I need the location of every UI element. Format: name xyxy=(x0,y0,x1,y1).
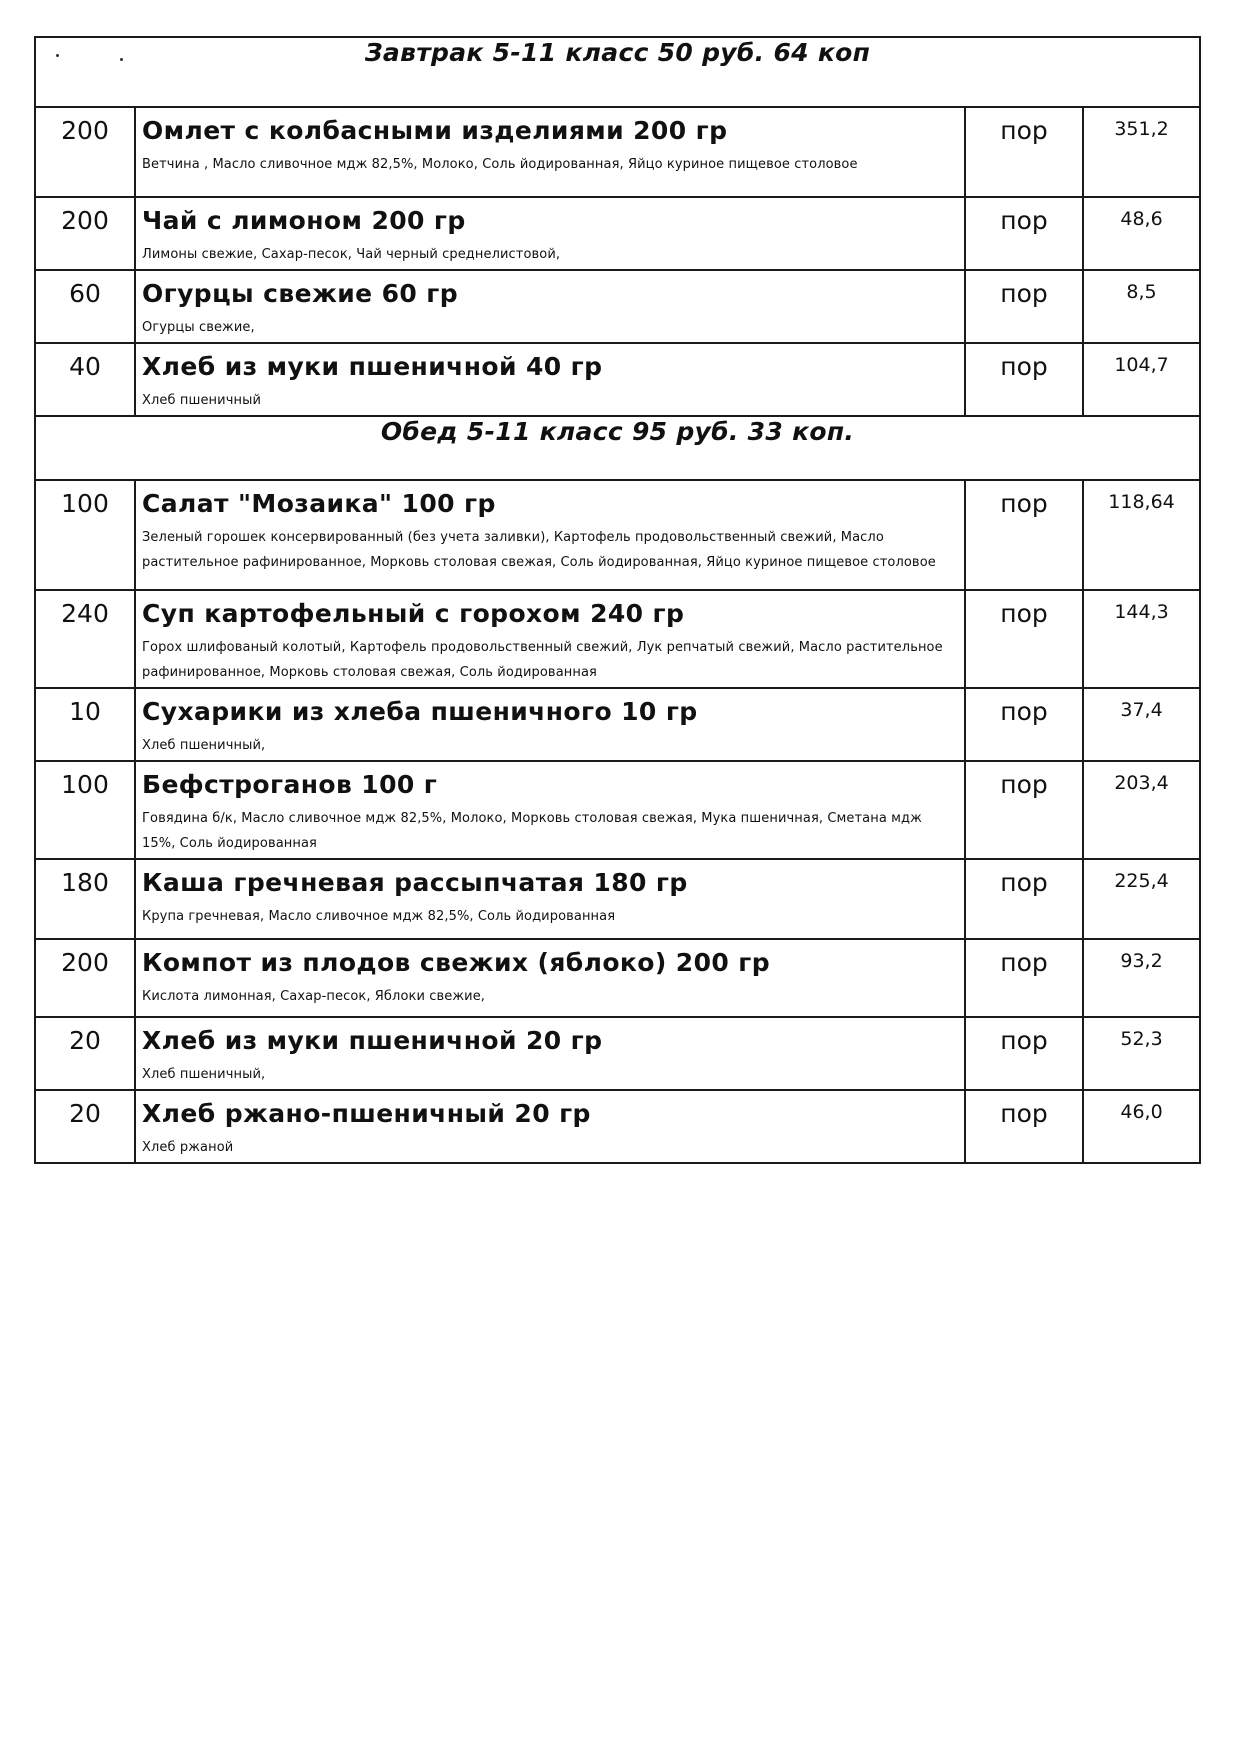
section-header-row xyxy=(35,37,1200,107)
dish-ingredients: Хлеб пшеничный xyxy=(142,393,261,408)
dish-description-cell xyxy=(135,1090,965,1163)
calorie-value: 144,3 xyxy=(1083,590,1200,688)
dish-description-cell xyxy=(135,480,965,590)
calorie-value: 104,7 xyxy=(1083,343,1200,416)
serving-unit: пор xyxy=(965,939,1083,1017)
portion-grams: 200 xyxy=(35,197,135,270)
dish-ingredients: Лимоны свежие, Сахар-песок, Чай черный среднелистовой, xyxy=(142,247,561,262)
calorie-value: 8,5 xyxy=(1083,270,1200,343)
dish-ingredients: Кислота лимонная, Сахар-песок, Яблоки свежие, xyxy=(142,989,486,1004)
dish-ingredients: Хлеб ржаной xyxy=(142,1140,234,1155)
dish-description-cell xyxy=(135,1017,965,1090)
dish-description-cell xyxy=(135,270,965,343)
serving-unit: пор xyxy=(965,107,1083,197)
dish-ingredients: Хлеб пшеничный, xyxy=(142,1067,266,1082)
serving-unit: пор xyxy=(965,859,1083,939)
calorie-value: 225,4 xyxy=(1083,859,1200,939)
scan-dot-mark xyxy=(120,58,123,61)
dish-name: Салат "Мозаика" 100 гр xyxy=(142,489,496,518)
dish-row xyxy=(35,859,1200,939)
menu-sheet xyxy=(34,36,1199,1164)
dish-row xyxy=(35,1090,1200,1163)
portion-grams: 200 xyxy=(35,939,135,1017)
menu-table xyxy=(34,36,1201,1164)
calorie-value: 48,6 xyxy=(1083,197,1200,270)
portion-grams: 100 xyxy=(35,480,135,590)
calorie-value: 118,64 xyxy=(1083,480,1200,590)
dish-name: Бефстроганов 100 г xyxy=(142,770,438,799)
serving-unit: пор xyxy=(965,590,1083,688)
dish-name: Огурцы свежие 60 гр xyxy=(142,279,459,308)
dish-ingredients: Хлеб пшеничный, xyxy=(142,738,266,753)
dish-name: Каша гречневая рассыпчатая 180 гр xyxy=(142,868,688,897)
dish-description-cell xyxy=(135,761,965,859)
dish-description-cell xyxy=(135,343,965,416)
calorie-value: 203,4 xyxy=(1083,761,1200,859)
portion-grams: 20 xyxy=(35,1017,135,1090)
calorie-value: 93,2 xyxy=(1083,939,1200,1017)
section-header-cell xyxy=(35,416,1200,480)
section-title: Обед 5-11 класс 95 руб. 33 коп. xyxy=(380,417,855,446)
serving-unit: пор xyxy=(965,1090,1083,1163)
dish-ingredients: Огурцы свежие, xyxy=(142,320,255,335)
dish-row xyxy=(35,107,1200,197)
serving-unit: пор xyxy=(965,688,1083,761)
dish-name: Чай с лимоном 200 гр xyxy=(142,206,466,235)
calorie-value: 351,2 xyxy=(1083,107,1200,197)
dish-name: Компот из плодов свежих (яблоко) 200 гр xyxy=(142,948,771,977)
dish-description-cell xyxy=(135,107,965,197)
dish-name: Суп картофельный с горохом 240 гр xyxy=(142,599,685,628)
section-header-row xyxy=(35,416,1200,480)
dish-name: Хлеб из муки пшеничной 20 гр xyxy=(142,1026,603,1055)
serving-unit: пор xyxy=(965,343,1083,416)
section-header-cell xyxy=(35,37,1200,107)
scan-dot-mark xyxy=(56,54,59,57)
dish-name: Хлеб ржано-пшеничный 20 гр xyxy=(142,1099,591,1128)
portion-grams: 60 xyxy=(35,270,135,343)
dish-description-cell xyxy=(135,859,965,939)
portion-grams: 20 xyxy=(35,1090,135,1163)
serving-unit: пор xyxy=(965,1017,1083,1090)
serving-unit: пор xyxy=(965,480,1083,590)
calorie-value: 46,0 xyxy=(1083,1090,1200,1163)
portion-grams: 200 xyxy=(35,107,135,197)
dish-description-cell xyxy=(135,939,965,1017)
dish-row xyxy=(35,480,1200,590)
serving-unit: пор xyxy=(965,761,1083,859)
dish-ingredients: Крупа гречневая, Масло сливочное мдж 82,5%, Соль йодированная xyxy=(142,909,616,924)
dish-row xyxy=(35,197,1200,270)
portion-grams: 240 xyxy=(35,590,135,688)
serving-unit: пор xyxy=(965,197,1083,270)
dish-row xyxy=(35,688,1200,761)
portion-grams: 180 xyxy=(35,859,135,939)
dish-name: Сухарики из хлеба пшеничного 10 гр xyxy=(142,697,698,726)
portion-grams: 100 xyxy=(35,761,135,859)
dish-name: Хлеб из муки пшеничной 40 гр xyxy=(142,352,603,381)
dish-description-cell xyxy=(135,688,965,761)
dish-description-cell xyxy=(135,197,965,270)
calorie-value: 37,4 xyxy=(1083,688,1200,761)
dish-ingredients: Говядина б/к, Масло сливочное мдж 82,5%, Молоко, Морковь столовая свежая, Мука пшеничная, Сметана мдж 15%, Соль йодированная xyxy=(142,811,922,851)
calorie-value: 52,3 xyxy=(1083,1017,1200,1090)
dish-row xyxy=(35,343,1200,416)
dish-row xyxy=(35,590,1200,688)
dish-name: Омлет с колбасными изделиями 200 гр xyxy=(142,116,728,145)
menu-table-body xyxy=(35,37,1200,1163)
portion-grams: 40 xyxy=(35,343,135,416)
serving-unit: пор xyxy=(965,270,1083,343)
portion-grams: 10 xyxy=(35,688,135,761)
dish-row xyxy=(35,270,1200,343)
dish-description-cell xyxy=(135,590,965,688)
dish-row xyxy=(35,761,1200,859)
section-title: Завтрак 5-11 класс 50 руб. 64 коп xyxy=(364,38,871,67)
dish-ingredients: Ветчина , Масло сливочное мдж 82,5%, Молоко, Соль йодированная, Яйцо куриное пищевое столовое xyxy=(142,157,858,172)
dish-row xyxy=(35,939,1200,1017)
dish-ingredients: Горох шлифованый колотый, Картофель продовольственный свежий, Лук репчатый свежий, Масло растительное рафинированное, Морковь столовая свежая, Соль йодированная xyxy=(142,640,943,680)
dish-ingredients: Зеленый горошек консервированный (без учета заливки), Картофель продовольственный свежий, Масло растительное рафинированное, Морковь столовая свежая, Соль йодированная, Яйцо куриное пищевое столовое xyxy=(142,530,936,570)
dish-row xyxy=(35,1017,1200,1090)
